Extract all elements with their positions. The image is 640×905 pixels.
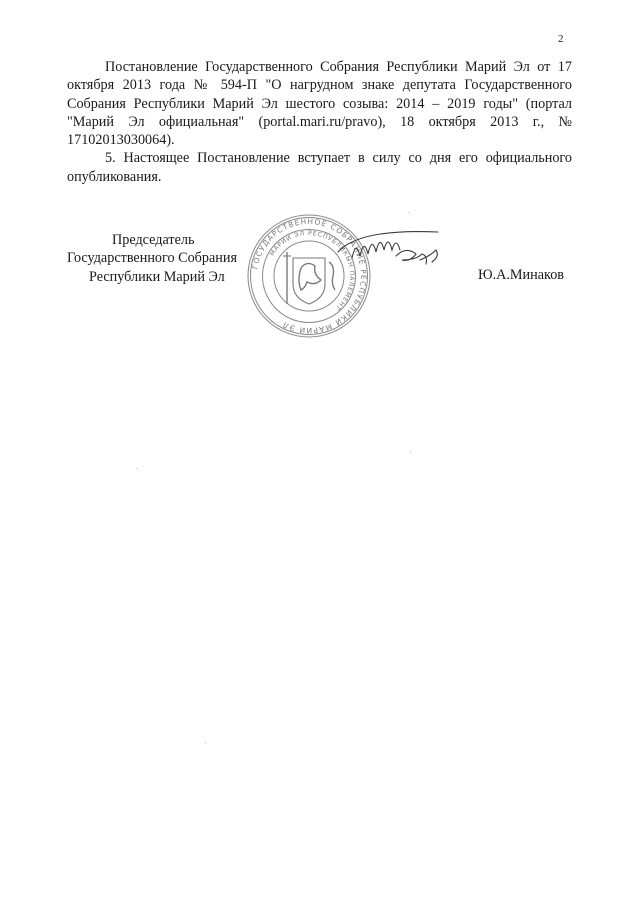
signer-title-line2: Государственного Собрания bbox=[67, 250, 237, 267]
document-body bbox=[67, 58, 572, 186]
coat-of-arms-icon bbox=[283, 252, 335, 304]
scan-speck bbox=[136, 468, 137, 469]
scan-speck bbox=[410, 452, 411, 453]
signer-title-line3: Республики Марий Эл bbox=[89, 268, 225, 285]
signature-block bbox=[67, 231, 237, 286]
paragraph-reference: Постановление Государственного Собрания Республики Марий Эл от 17 октября 2013 года № 594-П "О нагрудном знаке депутата Государственного Собрания Республики Марий Эл шестого созыва: 2014 – 2019 годы" (портал "Марий Эл официальная" (portal.mari.ru/pravo), 18 октября 2013 г., № 17102013030064). bbox=[67, 59, 572, 149]
seal-inner-text: МАРИЙ ЭЛ РЕСПУБЛИКЫН ПАЛЕМЕНТ bbox=[268, 229, 356, 312]
scan-speck bbox=[408, 212, 409, 213]
page-number: 2 bbox=[558, 33, 564, 45]
signer-name: Ю.А.Минаков bbox=[478, 267, 564, 283]
signer-title-line1: Председатель bbox=[112, 232, 195, 248]
seal-outer-text: ГОСУДАРСТВЕННОЕ СОБРАНИЕ РЕСПУБЛИКИ МАРИЙ ЭЛ bbox=[250, 216, 369, 336]
scan-speck bbox=[205, 742, 206, 743]
handwritten-signature bbox=[334, 212, 444, 274]
paragraph-effective-date: 5. Настоящее Постановление вступает в силу со дня его официального опубликования. bbox=[67, 150, 572, 185]
